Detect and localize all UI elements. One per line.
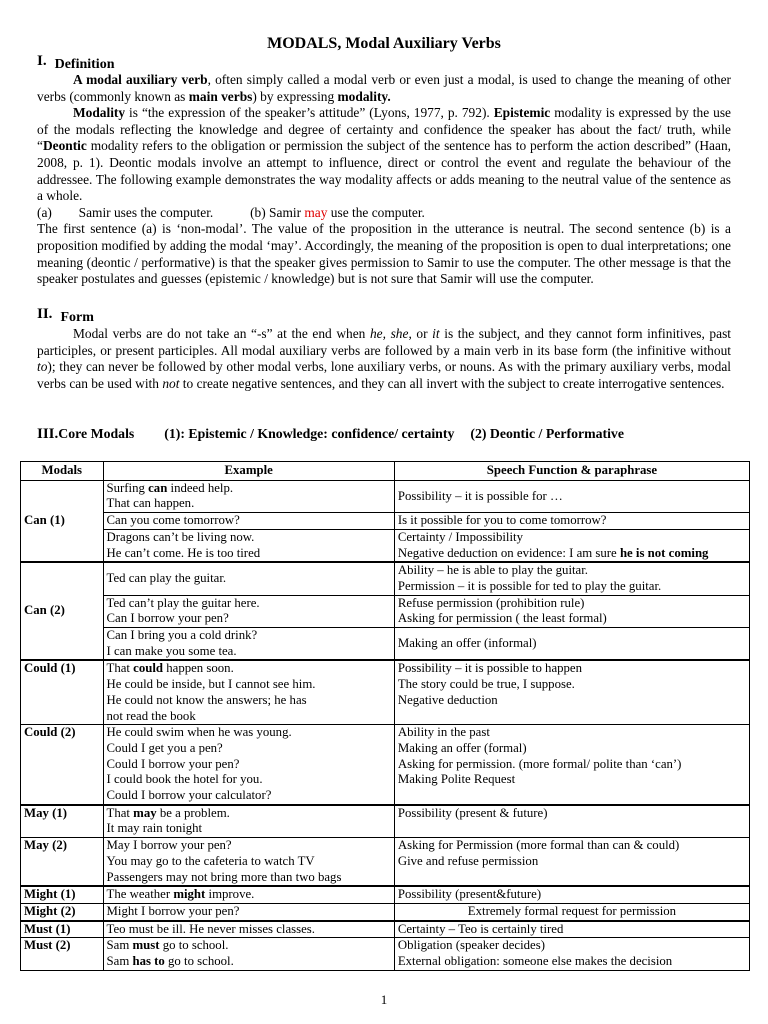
modal-cell: Could (2) [21,725,104,805]
example-sentences: (a) Samir uses the computer. (b) Samir may use the computer. [37,204,425,220]
modal-cell: May (2) [21,838,104,887]
function-cell: Extremely formal request for permission [394,903,749,920]
example-cell: Can I bring you a cold drink? I can make you some tea. [103,628,394,661]
example-cell: That could happen soon. He could be inside, but I cannot see him. He could not know the answers; he has not read the book [103,660,394,724]
table-row [21,513,750,530]
definition-paragraph-2: Modality is “the expression of the speaker’s attitude” (Lyons, 1977, p. 792). Epistemic modality is expressed by the use of the modals reflecting the knowledge and degree of certainty and confidence the speaker has about the fact/ truth, while “Deontic modality refers to the obligation or permission the subject of the sentence has to perform the action described” (Haan, 2008, p. 1). Deontic modals involve an attempt to influence, direct or control the event and regulate the behaviour of the addressee. The following example demonstrates the way modality affects or adds meaning to the neutral value of the sentence as a whole. [37,105,731,204]
table-row [21,660,750,724]
table-row [21,921,750,938]
modal-cell: Might (1) [21,886,104,903]
function-cell: Ability in the past Making an offer (formal) Asking for permission. (more formal/ polite than ‘can’) Making Polite Request [394,725,749,805]
table-row [21,595,750,627]
example-cell: Can you come tomorrow? [103,513,394,530]
modal-cell: Might (2) [21,903,104,920]
section-number: II. [37,306,53,322]
table-row [21,805,750,838]
section-heading-core-modals: III.Core Modals (1): Epistemic / Knowledge: confidence/ certainty (2) Deontic / Performative [37,426,624,442]
modal-cell: Can (2) [21,562,104,660]
table-row [21,562,750,595]
function-cell: Ability – he is able to play the guitar. Permission – it is possible for ted to play the guitar. [394,562,749,595]
example-cell: Might I borrow your pen? [103,903,394,920]
function-cell: Asking for Permission (more formal than can & could) Give and refuse permission [394,838,749,887]
example-cell: May I borrow your pen? You may go to the cafeteria to watch TV Passengers may not bring more than two bags [103,838,394,887]
function-cell: Possibility (present&future) [394,886,749,903]
modal-cell: May (1) [21,805,104,838]
table-row [21,725,750,805]
column-header: Example [103,462,394,481]
column-header: Modals [21,462,104,481]
definition-paragraph-3: The first sentence (a) is ‘non-modal’. The value of the proposition in the utterance is neutral. The second sentence (b) is a proposition modified by adding the modal ‘may’. Accordingly, the meaning of the proposition is open to dual interpretations; one meaning (deontic / performative) is that the speaker gives permission to Samir to use the computer. The other message is that the speaker postulates and guesses (epistemic / knowledge) but is not sure that Samir will use the computer. [37,221,731,287]
function-cell: Certainty / Impossibility Negative deduction on evidence: I am sure he is not coming [394,529,749,562]
table-row [21,903,750,920]
table-header-row [21,462,750,481]
example-cell: Surfing can indeed help. That can happen. [103,480,394,512]
function-cell: Certainty – Teo is certainly tired [394,921,749,938]
page-title: MODALS, Modal Auxiliary Verbs [267,35,501,52]
function-cell: Is it possible for you to come tomorrow? [394,513,749,530]
example-cell: That may be a problem. It may rain tonight [103,805,394,838]
modal-cell: Can (1) [21,480,104,562]
table-row [21,886,750,903]
table-row [21,938,750,970]
example-cell: The weather might improve. [103,886,394,903]
table-row [21,628,750,661]
section-label: Form [60,310,94,325]
example-cell: Dragons can’t be living now. He can’t come. He is too tired [103,529,394,562]
page-number: 1 [380,992,388,1007]
function-cell: Possibility – it is possible for … [394,480,749,512]
example-cell: Sam must go to school. Sam has to go to school. [103,938,394,970]
section-number: I. [37,53,47,69]
example-cell: Ted can’t play the guitar here. Can I borrow your pen? [103,595,394,627]
form-text [37,326,731,392]
form-paragraph: Modal verbs are do not take an “-s” at the end when he, she, or it is the subject, and they cannot form infinitives, past participles, or present participles. All modal auxiliary verbs are followed by a main verb in its base form (the infinitive without to); they can never be followed by other modal verbs, lone auxiliary verbs, or nouns. As with the primary auxiliary verbs, modal verbs can be used with not to create negative sentences, and they can all invert with the subject to create interrogative sentences. [37,326,732,391]
table-row [21,838,750,887]
table-row [21,480,750,512]
core-modals-table [20,461,750,971]
definition-paragraph-1: A modal auxiliary verb, often simply called a modal verb or even just a modal, is used to change the meaning of other verbs (commonly known as main verbs) by expressing modality. [37,72,731,104]
example-cell: He could swim when he was young. Could I get you a pen? Could I borrow your pen? I could book the hotel for you. Could I borrow your calculator? [103,725,394,805]
function-cell: Refuse permission (prohibition rule) Asking for permission ( the least formal) [394,595,749,627]
definition-text [37,72,731,288]
function-cell: Possibility – it is possible to happen The story could be true, I suppose. Negative deduction [394,660,749,724]
modal-cell: Could (1) [21,660,104,724]
example-cell: Ted can play the guitar. [103,562,394,595]
function-cell: Making an offer (informal) [394,628,749,661]
section-label: Definition [54,57,115,72]
function-cell: Obligation (speaker decides) External obligation: someone else makes the decision [394,938,749,970]
modal-cell: Must (1) [21,921,104,938]
table-row [21,529,750,562]
column-header: Speech Function & paraphrase [394,462,749,481]
example-cell: Teo must be ill. He never misses classes. [103,921,394,938]
highlighted-modal: may [304,204,328,220]
modal-cell: Must (2) [21,938,104,970]
section-heading-form [37,306,94,324]
function-cell: Possibility (present & future) [394,805,749,838]
section-heading-definition [37,53,114,71]
